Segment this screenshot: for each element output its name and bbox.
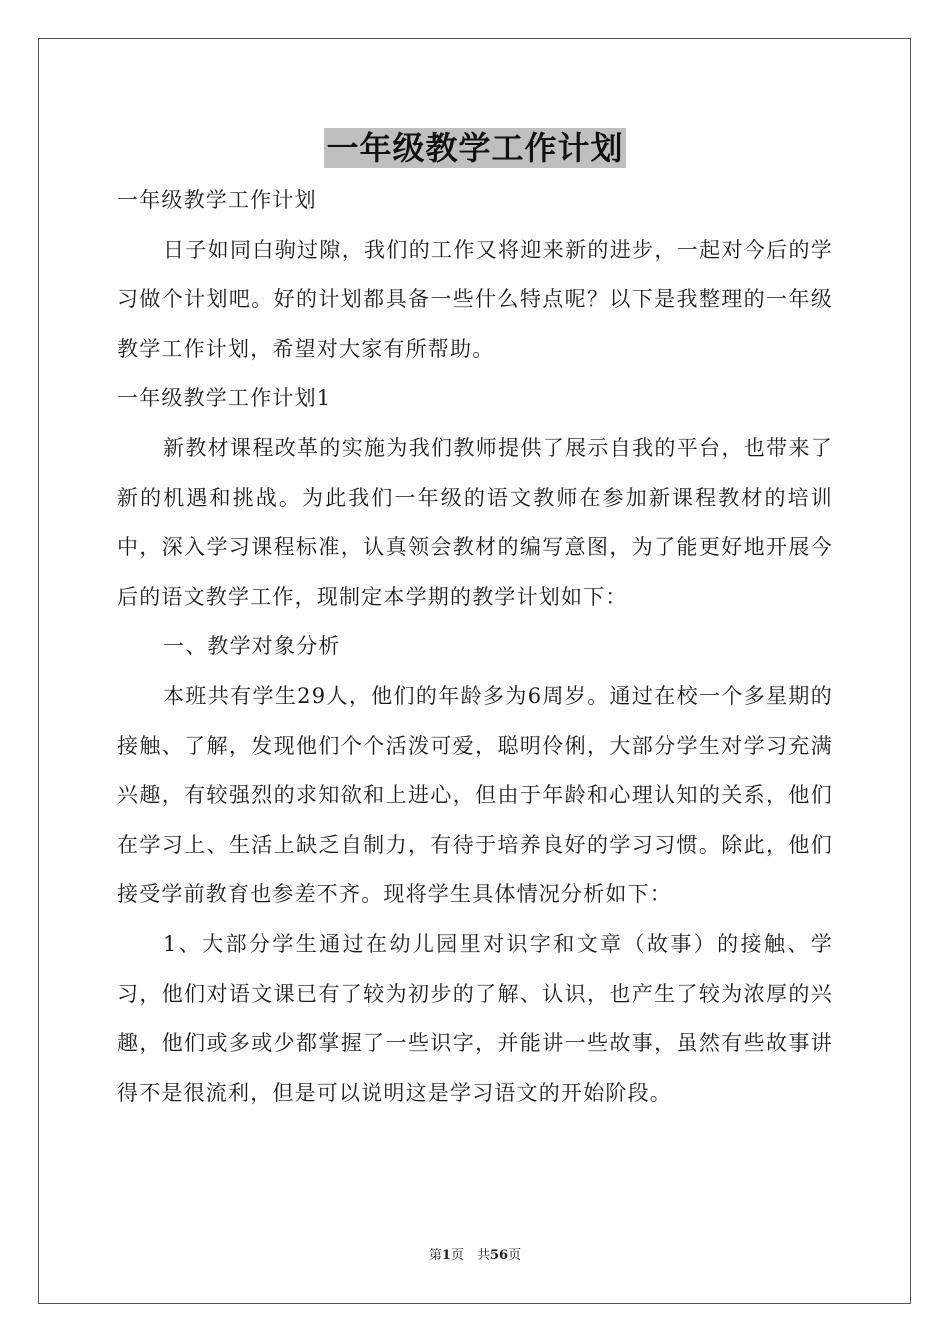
page-prefix: 第 [428,1248,442,1263]
paragraph: 1、大部分学生通过在幼儿园里对识字和文章（故事）的接触、学习，他们对语文课已有了较为初步的了解、认识，也产生了较为浓厚的兴趣，他们或多或少都掌握了一些识字，并能讲一些故事，虽然有些故事讲得不是很流利，但是可以说明这是学习语文的开始阶段。 [117,931,833,1105]
page-suffix: 页 [508,1248,522,1263]
page-footer [0,1247,950,1265]
paragraph: 一年级教学工作计划 [117,188,317,212]
document-title: 一年级教学工作计划 [326,129,624,167]
section-heading: 一、教学对象分析 [163,634,341,659]
paragraph: 本班共有学生29人，他们的年龄多为6周岁。通过在校一个多星期的接触、了解，发现他们个个活泼可爱，聪明伶俐，大部分学生对学习充满兴趣，有较强烈的求知欲和上进心，但由于年龄和心理认知的关系，他们在学习上、生活上缺乏自制力，有待于培养良好的学习习惯。除此，他们接受学前教育也参差不齐。现将学生具体情况分析如下： [117,683,833,907]
page-total: 56 [489,1248,509,1263]
paragraph: 一年级教学工作计划1 [117,386,332,411]
paragraph: 日子如同白驹过隙，我们的工作又将迎来新的进步，一起对今后的学习做个计划吧。好的计划都具备一些什么特点呢？以下是我整理的一年级教学工作计划，希望对大家有所帮助。 [117,237,833,361]
title-container [0,128,950,168]
page-mid: 页 共 [450,1248,490,1263]
paragraph: 新教材课程改革的实施为我们教师提供了展示自我的平台，也带来了新的机遇和挑战。为此我们一年级的语文教师在参加新课程教材的培训中，深入学习课程标准，认真领会教材的编写意图，为了能更好地开展今后的语文教学工作，现制定本学期的教学计划如下： [117,435,833,609]
page-current: 1 [441,1248,451,1263]
document-body [117,176,833,1118]
